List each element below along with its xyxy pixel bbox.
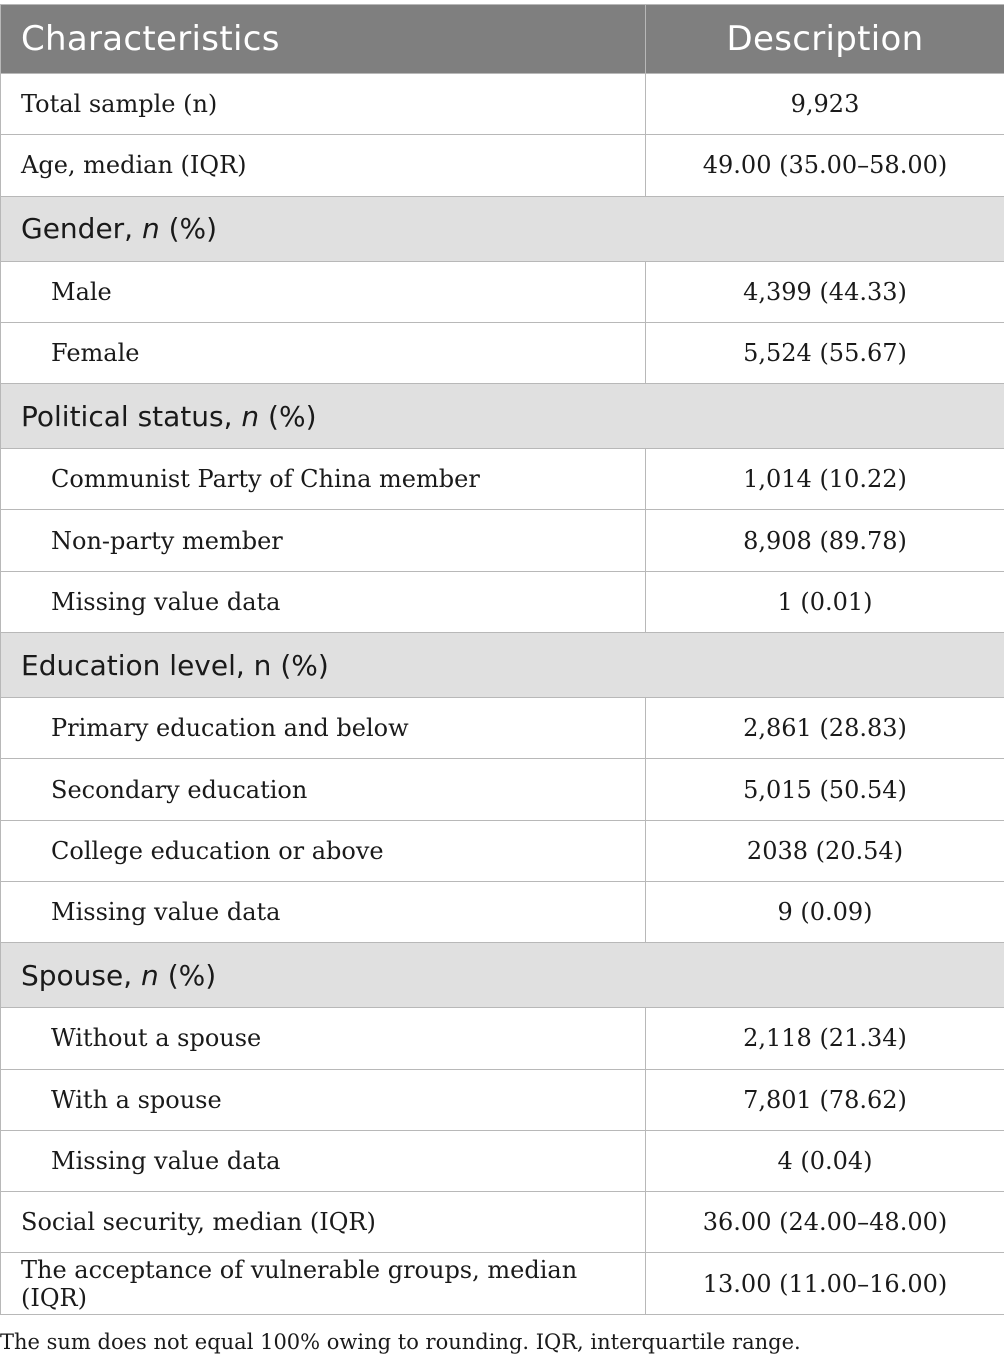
row-value: 4,399 (44.33) <box>646 261 1004 322</box>
row-value: 4 (0.04) <box>646 1130 1004 1191</box>
table-row <box>1 759 1004 820</box>
header-description: Description <box>646 5 1004 74</box>
row-value: 1 (0.01) <box>646 571 1004 632</box>
row-value: 9 (0.09) <box>646 881 1004 942</box>
row-label: Female <box>1 322 646 383</box>
table-row <box>1 820 1004 881</box>
row-value: 1,014 (10.22) <box>646 449 1004 510</box>
section-label: Spouse, n (%) <box>1 943 1004 1008</box>
row-value: 49.00 (35.00–58.00) <box>646 135 1004 196</box>
row-label: Male <box>1 261 646 322</box>
section-label: Gender, n (%) <box>1 196 1004 261</box>
row-label: Communist Party of China member <box>1 449 646 510</box>
table-row <box>1 571 1004 632</box>
row-value: 2,118 (21.34) <box>646 1008 1004 1069</box>
row-label: Missing value data <box>1 881 646 942</box>
table-row <box>1 322 1004 383</box>
section-label: Political status, n (%) <box>1 384 1004 449</box>
row-value: 2038 (20.54) <box>646 820 1004 881</box>
row-label: Non-party member <box>1 510 646 571</box>
table-row <box>1 510 1004 571</box>
row-label: Without a spouse <box>1 1008 646 1069</box>
table-row <box>1 449 1004 510</box>
row-label: Missing value data <box>1 1130 646 1191</box>
row-value: 5,015 (50.54) <box>646 759 1004 820</box>
row-value: 2,861 (28.83) <box>646 698 1004 759</box>
row-label: With a spouse <box>1 1069 646 1130</box>
section-row-political-status <box>1 384 1004 449</box>
table-row <box>1 261 1004 322</box>
row-value: 13.00 (11.00–16.00) <box>646 1253 1004 1314</box>
row-label: The acceptance of vulnerable groups, median (IQR) <box>1 1253 646 1314</box>
table-footnote: The sum does not equal 100% owing to rounding. IQR, interquartile range. <box>0 1330 801 1354</box>
row-label: Social security, median (IQR) <box>1 1192 646 1253</box>
table-row <box>1 881 1004 942</box>
row-label: College education or above <box>1 820 646 881</box>
section-row-spouse <box>1 943 1004 1008</box>
row-value: 36.00 (24.00–48.00) <box>646 1192 1004 1253</box>
table-row <box>1 1008 1004 1069</box>
row-label: Secondary education <box>1 759 646 820</box>
row-value: 8,908 (89.78) <box>646 510 1004 571</box>
row-value: 7,801 (78.62) <box>646 1069 1004 1130</box>
row-value: 5,524 (55.67) <box>646 322 1004 383</box>
table-row <box>1 1069 1004 1130</box>
row-label: Age, median (IQR) <box>1 135 646 196</box>
section-row-gender <box>1 196 1004 261</box>
table-row <box>1 135 1004 196</box>
table-row <box>1 698 1004 759</box>
section-label: Education level, n (%) <box>1 633 1004 698</box>
section-row-education <box>1 633 1004 698</box>
header-characteristics: Characteristics <box>1 5 646 74</box>
characteristics-table <box>0 4 1004 1315</box>
table-row <box>1 1253 1004 1314</box>
row-value: 9,923 <box>646 74 1004 135</box>
row-label: Missing value data <box>1 571 646 632</box>
table-header-row <box>1 5 1004 74</box>
row-label: Total sample (n) <box>1 74 646 135</box>
table-row <box>1 74 1004 135</box>
table-row <box>1 1130 1004 1191</box>
row-label: Primary education and below <box>1 698 646 759</box>
table-row <box>1 1192 1004 1253</box>
